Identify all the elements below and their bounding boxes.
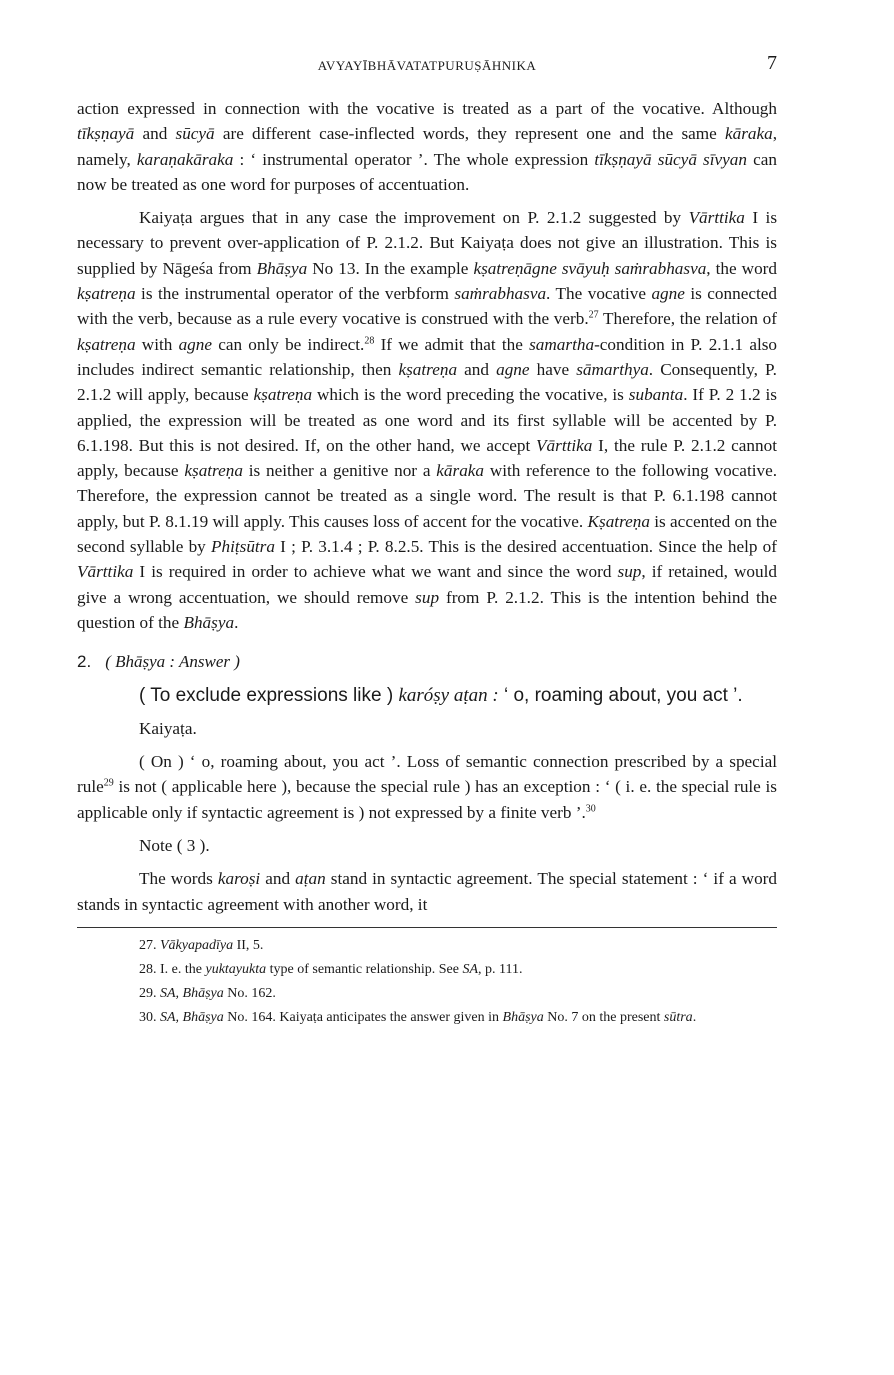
paragraph-5: The words karoṣi and aṭan stand in syntactic agreement. The special statement : ‘ if a word stands in syntactic agreement with another word, it (77, 869, 778, 914)
section-2-heading (77, 649, 777, 674)
page (77, 48, 777, 1028)
running-header (77, 48, 777, 80)
main-text (77, 96, 777, 1028)
footnote-27: 27. Vākyapadīya II, 5. (139, 937, 264, 953)
paragraph-2: Kaiyaṭa argues that in any case the improvement on P. 2.1.2 suggested by Vārttika I is necessary to prevent over-application of P. 2.1.2. But Kaiyaṭa does not give an illustration. This is supplied by Nāgeśa from Bhāṣya No 13. In the example kṣatreṇāgne svāyuḥ saṁrabhasva, the word kṣatreṇa is the instrumental operator of the verbform saṁrabhasva. The vocative agne is connected with the verb, because as a rule every vocative is construed with the verb.$^{27}$ Therefore, the relation of kṣatreṇa with agne can only be indirect.$^{28}$ If we admit that the samartha-condition in P. 2.1.1 also includes indirect semantic relationship, then kṣatreṇa and agne have sāmarthya. Consequently, P. 2.1.2 will apply, because kṣatreṇa which is the word preceding the vocative, is subanta. If P. 2 1.2 is applied, the expression will be treated as one word and its first syllable will be accented by P. 6.1.198. But this is not desired. If, on the other hand, we accept Vārttika I, the rule P. 2.1.2 cannot apply, because kṣatreṇa is neither a genitive nor a kāraka with reference to the following vocative. Therefore, the expression cannot be treated as a single word. The result is that P. 6.1.198 cannot apply, but P. 8.1.19 will apply. This causes loss of accent for the vocative. Kṣatreṇa is accented on the second syllable by Phiṭsūtra I ; P. 3.1.4 ; P. 8.2.5. This is the desired accentuation. Since the help of Vārttika I is required in order to achieve what we want and since the word sup, if retained, would give a wrong accentuation, we should remove sup from P. 2.1.2. This is the intention behind the question of the Bhāṣya. (77, 208, 778, 632)
page-number: 7 (767, 52, 777, 74)
footnote-ref-29: 29 (103, 777, 114, 789)
footnote-ref-30: 30 (585, 802, 596, 814)
note-label: Note ( 3 ). (139, 836, 210, 856)
paragraph-1: action expressed in connection with the vocative is treated as a part of the vocative. Although tīkṣṇayā and sūcyā are different case-inflected words, they represent one and the same kāraka, namely, karaṇakāraka : ‘ instrumental operator ’. The whole expression tīkṣṇayā sūcyā sīvyan can now be treated as one word for purposes of accentuation. (77, 99, 777, 194)
section-number: 2. (77, 652, 92, 672)
kaiyata-label: Kaiyaṭa. (139, 718, 197, 738)
section-title: ( Bhāṣya : Answer ) (105, 652, 240, 672)
footnote-ref-28: 28 (364, 334, 375, 346)
header-title: AVYAYĪBHĀVATATPURUṢĀHNIKA (317, 58, 537, 73)
footnote-30: 30. SA, Bhāṣya No. 164. Kaiyaṭa anticipates the answer given in Bhāṣya No. 7 on the present sūtra. (139, 1009, 697, 1025)
footnote-29: 29. SA, Bhāṣya No. 162. (139, 985, 276, 1001)
footnote-ref-27: 27 (588, 309, 599, 321)
paragraph-4: ( On ) ‘ o, roaming about, you act ’. Loss of semantic connection prescribed by a special rule$^{29}$ is not ( applicable here ), because the special rule ) has an exception : ‘ ( i. e. the special rule is applicable only if syntactic agreement is ) not expressed by a finite verb ’.$^{30}$ (77, 752, 777, 822)
footnote-28: 28. I. e. the yuktayukta type of semantic relationship. See SA, p. 111. (139, 961, 523, 977)
paragraph-3: ( To exclude expressions like ) karóṣy aṭan : ‘ o, roaming about, you act ’. (139, 684, 743, 706)
footnotes (77, 927, 777, 1028)
